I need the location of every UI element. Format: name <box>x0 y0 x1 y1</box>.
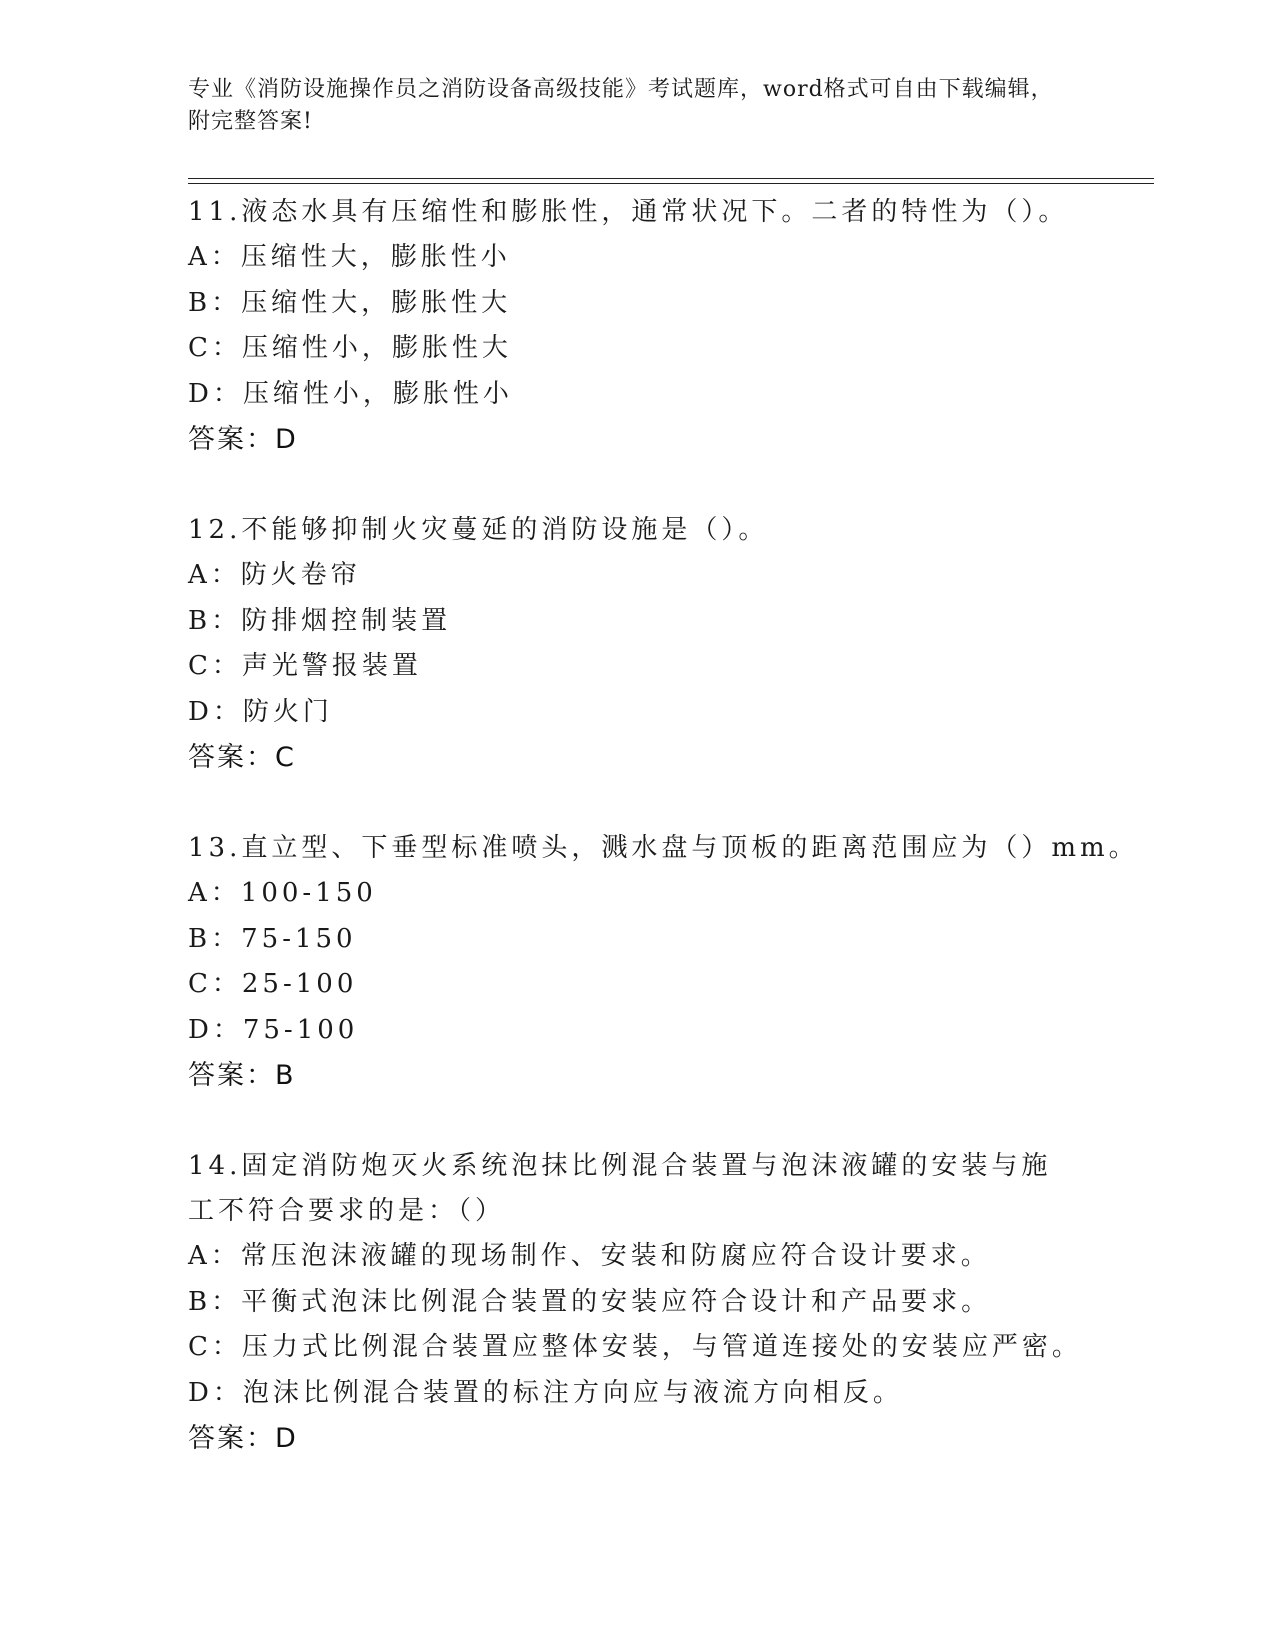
question-spacer <box>188 781 1148 826</box>
question-stem: 11.液态水具有压缩性和膨胀性，通常状况下。二者的特性为（）。 <box>188 197 1069 227</box>
question-stem: 13.直立型、下垂型标准喷头，溅水盘与顶板的距离范围应为（）mm。 <box>188 833 1139 863</box>
question-stem: 12.不能够抑制火灾蔓延的消防设施是（）。 <box>188 515 769 545</box>
question-spacer <box>188 463 1148 508</box>
question-item <box>188 826 1148 1099</box>
option-d: D：压缩性小，膨胀性小 <box>188 378 513 409</box>
option-c: C：压力式比例混合装置应整体安装，与管道连接处的安装应严密。 <box>188 1332 1082 1362</box>
option-a: A：防火卷帘 <box>188 560 361 590</box>
answer-line: 答案：C <box>188 742 296 773</box>
document-intro: 专业《消防设施操作员之消防设备高级技能》考试题库，word格式可自由下载编辑，附完整答案! <box>188 77 1054 134</box>
question-stem: 14.固定消防炮灭火系统泡抹比例混合装置与泡沫液罐的安装与施工不符合要求的是：（） <box>188 1151 1052 1226</box>
option-a: A：压缩性大，膨胀性小 <box>188 242 511 272</box>
option-a: A：100-150 <box>188 878 377 908</box>
option-d: D：泡沫比例混合装置的标注方向应与液流方向相反。 <box>188 1377 903 1408</box>
option-a: A：常压泡沫液罐的现场制作、安装和防腐应符合设计要求。 <box>188 1241 991 1271</box>
question-item <box>188 508 1148 781</box>
answer-line: 答案：D <box>188 1423 298 1454</box>
question-spacer <box>188 1099 1148 1144</box>
option-b: B：防排烟控制装置 <box>188 605 452 636</box>
option-b: B：平衡式泡沫比例混合装置的安装应符合设计和产品要求。 <box>188 1286 992 1317</box>
question-item <box>188 1144 1148 1462</box>
option-d: D：防火门 <box>188 696 333 727</box>
header-divider-top <box>188 178 1154 179</box>
question-item <box>188 190 1148 463</box>
option-c: C：25-100 <box>188 969 358 999</box>
option-d: D：75-100 <box>188 1014 359 1045</box>
option-c: C：压缩性小，膨胀性大 <box>188 333 512 363</box>
option-b: B：75-150 <box>188 923 357 954</box>
answer-line: 答案：B <box>188 1060 296 1091</box>
question-list <box>188 190 1148 1462</box>
option-b: B：压缩性大，膨胀性大 <box>188 287 512 318</box>
header-divider-bottom <box>188 183 1154 184</box>
answer-line: 答案：D <box>188 424 298 455</box>
option-c: C：声光警报装置 <box>188 651 422 681</box>
